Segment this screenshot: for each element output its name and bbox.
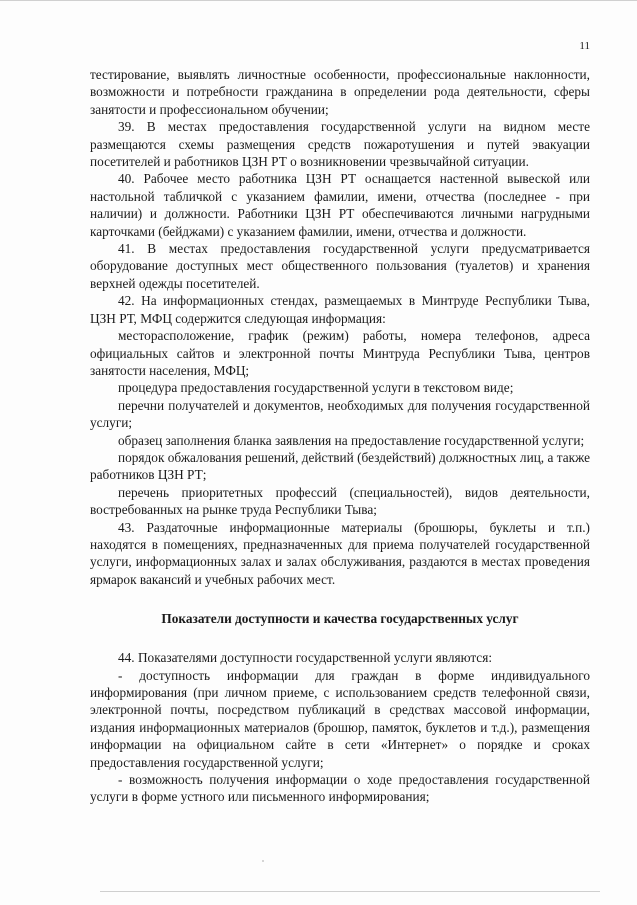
paragraph: месторасположение, график (режим) работы, номера телефонов, адреса официальных сайтов и электронной почты Минтруда Республики Тыва, центров занятости населения, МФЦ;: [90, 328, 590, 378]
paragraph: 44. Показателями доступности государственной услуги являются:: [118, 650, 493, 666]
paragraph: - доступность информации для граждан в форме индивидуального информирования (при личном приеме, с использованием средств телефонной связи, электронной почты, посредством публикаций в средствах массовой информации, издания информационных материалов (брошюр, памяток, буклетов и т.д.), размещения информации на официальном сайте в сети «Интернет» о порядке и сроках предоставления государственной услуги;: [90, 667, 590, 770]
paragraph: образец заполнения бланка заявления на предоставление государственной услуги;: [118, 432, 585, 448]
page-number: 11: [579, 40, 590, 52]
scan-speck: [262, 860, 264, 862]
paragraph: 40. Рабочее место работника ЦЗН РТ оснащается настенной вывеской или настольной табличкой с указанием фамилии, имени, отчества (последнее - при наличии) и должности. Работники ЦЗН РТ обеспечиваются личными нагрудными карточками (бейджами) с указанием фамилии, имени, отчества и должности.: [90, 171, 590, 239]
paragraph: тестирование, выявлять личностные особенности, профессиональные наклонности, возможности и потребности гражданина в определении рода деятельности, сферы занятости и профессиональном обучении;: [90, 67, 590, 117]
paragraph: перечень приоритетных профессий (специальностей), видов деятельности, востребованных на рынке труда Республики Тыва;: [90, 484, 590, 518]
paragraph: 43. Раздаточные информационные материалы (брошюры, буклеты и т.п.) находятся в помещениях, предназначенных для приема получателей государственной услуги, информационных залах и залах обслуживания, раздаются в местах проведения ярмарок вакансий и учебных рабочих мест.: [90, 519, 590, 587]
paragraph: процедура предоставления государственной услуги в текстовом виде;: [118, 380, 514, 396]
paragraph: - возможность получения информации о ходе предоставления государственной услуги в форме устного или письменного информирования;: [90, 772, 590, 805]
paragraph: 41. В местах предоставления государственной услуги предусматривается оборудование доступных мест общественного пользования (туалетов) и хранения верхней одежды посетителей.: [90, 241, 590, 291]
paragraph: 42. На информационных стендах, размещаемых в Минтруде Республики Тыва, ЦЗН РТ, МФЦ содержится следующая информация:: [90, 293, 590, 326]
paragraph: перечни получателей и документов, необходимых для получения государственной услуги;: [90, 397, 590, 431]
paragraph: порядок обжалования решений, действий (бездействий) должностных лиц, а также работников ЦЗН РТ;: [90, 449, 590, 483]
paragraph: 39. В местах предоставления государственной услуги на видном месте размещаются схемы размещения средств пожаротушения и путей эвакуации посетителей и работников ЦЗН РТ о возникновении чрезвычайной ситуации.: [90, 119, 590, 170]
section-heading: Показатели доступности и качества государственных услуг: [161, 611, 519, 627]
scan-bottom-edge: [100, 891, 600, 892]
page-content: [90, 66, 590, 806]
scan-edge: [0, 0, 637, 5]
